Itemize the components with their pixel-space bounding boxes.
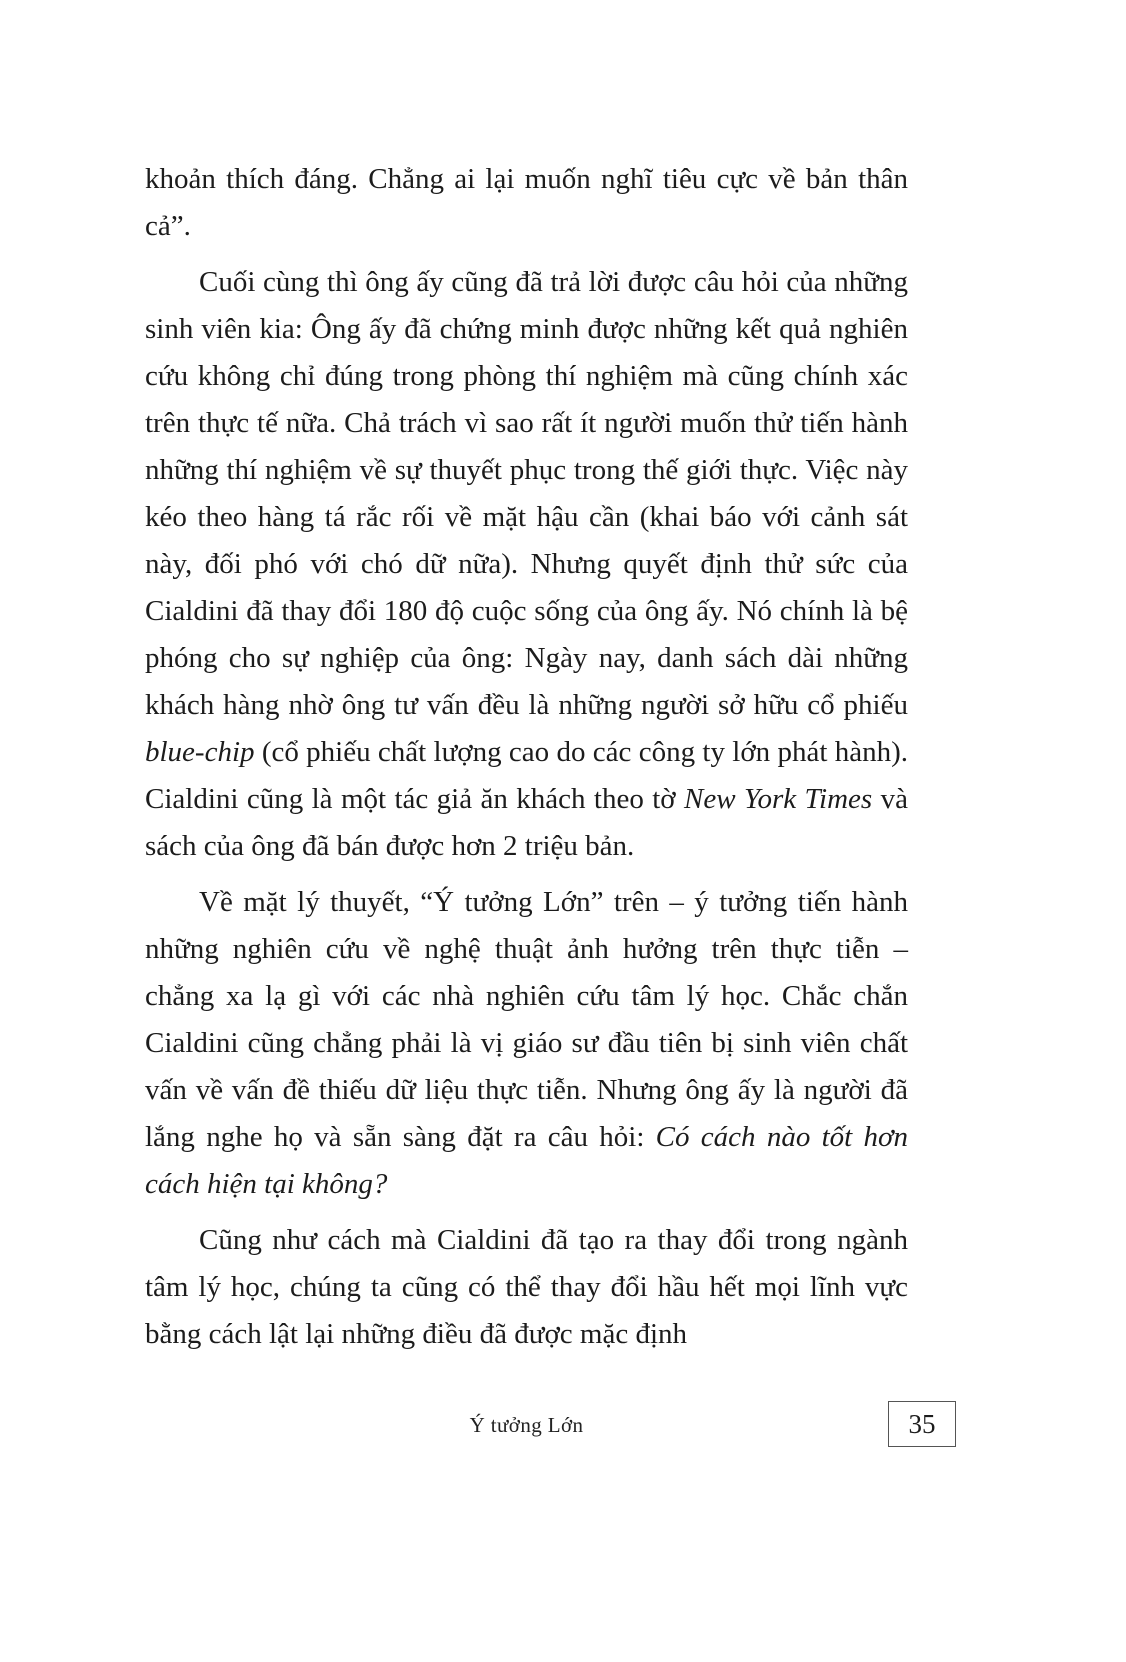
paragraph: [145, 1217, 908, 1358]
paragraph: [145, 879, 908, 1208]
italic-text-run: New York Times: [684, 783, 873, 815]
page-number: 35: [908, 1408, 936, 1439]
page-footer: [0, 1401, 1126, 1453]
text-run: Cuối cùng thì ông ấy cũng đã trả lời được câu hỏi của những sinh viên kia: Ông ấy đã chứng minh được những kết quả nghiên cứu không chỉ đúng trong phòng thí nghiệm mà cũng chính xác trên thực tế nữa. Chả trách vì sao rất ít người muốn thử tiến hành những thí nghiệm về sự thuyết phục trong thế giới thực. Việc này kéo theo hàng tá rắc rối về mặt hậu cần (khai báo với cảnh sát này, đối phó với chó dữ nữa). Nhưng quyết định thử sức của Cialdini đã thay đổi 180 độ cuộc sống của ông ấy. Nó chính là bệ phóng cho sự nghiệp của ông: Ngày nay, danh sách dài những khách hàng nhờ ông tư vấn đều là những người sở hữu cổ phiếu: [145, 266, 908, 721]
page-number-box: [888, 1401, 956, 1447]
text-run: Về mặt lý thuyết, “Ý tưởng Lớn” trên – ý tưởng tiến hành những nghiên cứu về nghệ thuật ảnh hưởng trên thực tiễn – chẳng xa lạ gì với các nhà nghiên cứu tâm lý học. Chắc chắn Cialdini cũng chẳng phải là vị giáo sư đầu tiên bị sinh viên chất vấn về vấn đề thiếu dữ liệu thực tiễn. Nhưng ông ấy là người đã lắng nghe họ và sẵn sàng đặt ra câu hỏi:: [145, 886, 908, 1153]
paragraph: [145, 259, 908, 870]
text-run: Cũng như cách mà Cialdini đã tạo ra thay đổi trong ngành tâm lý học, chúng ta cũng có thể thay đổi hầu hết mọi lĩnh vực bằng cách lật lại những điều đã được mặc định: [145, 1224, 908, 1350]
text-run: (cổ phiếu chất lượng cao do các công ty lớn phát hành). Cialdini cũng là một tác giả ăn khách theo tờ: [145, 736, 908, 815]
text-run: khoản thích đáng. Chẳng ai lại muốn nghĩ tiêu cực về bản thân cả”.: [145, 163, 908, 242]
italic-text-run: Có cách nào tốt hơn cách hiện tại không?: [145, 1121, 908, 1200]
text-run: và sách của ông đã bán được hơn 2 triệu bản.: [145, 783, 908, 862]
running-title: Ý tưởng Lớn: [469, 1413, 584, 1437]
page-text: [145, 156, 908, 1367]
italic-text-run: blue-chip: [145, 736, 255, 768]
paragraph: [145, 156, 908, 250]
